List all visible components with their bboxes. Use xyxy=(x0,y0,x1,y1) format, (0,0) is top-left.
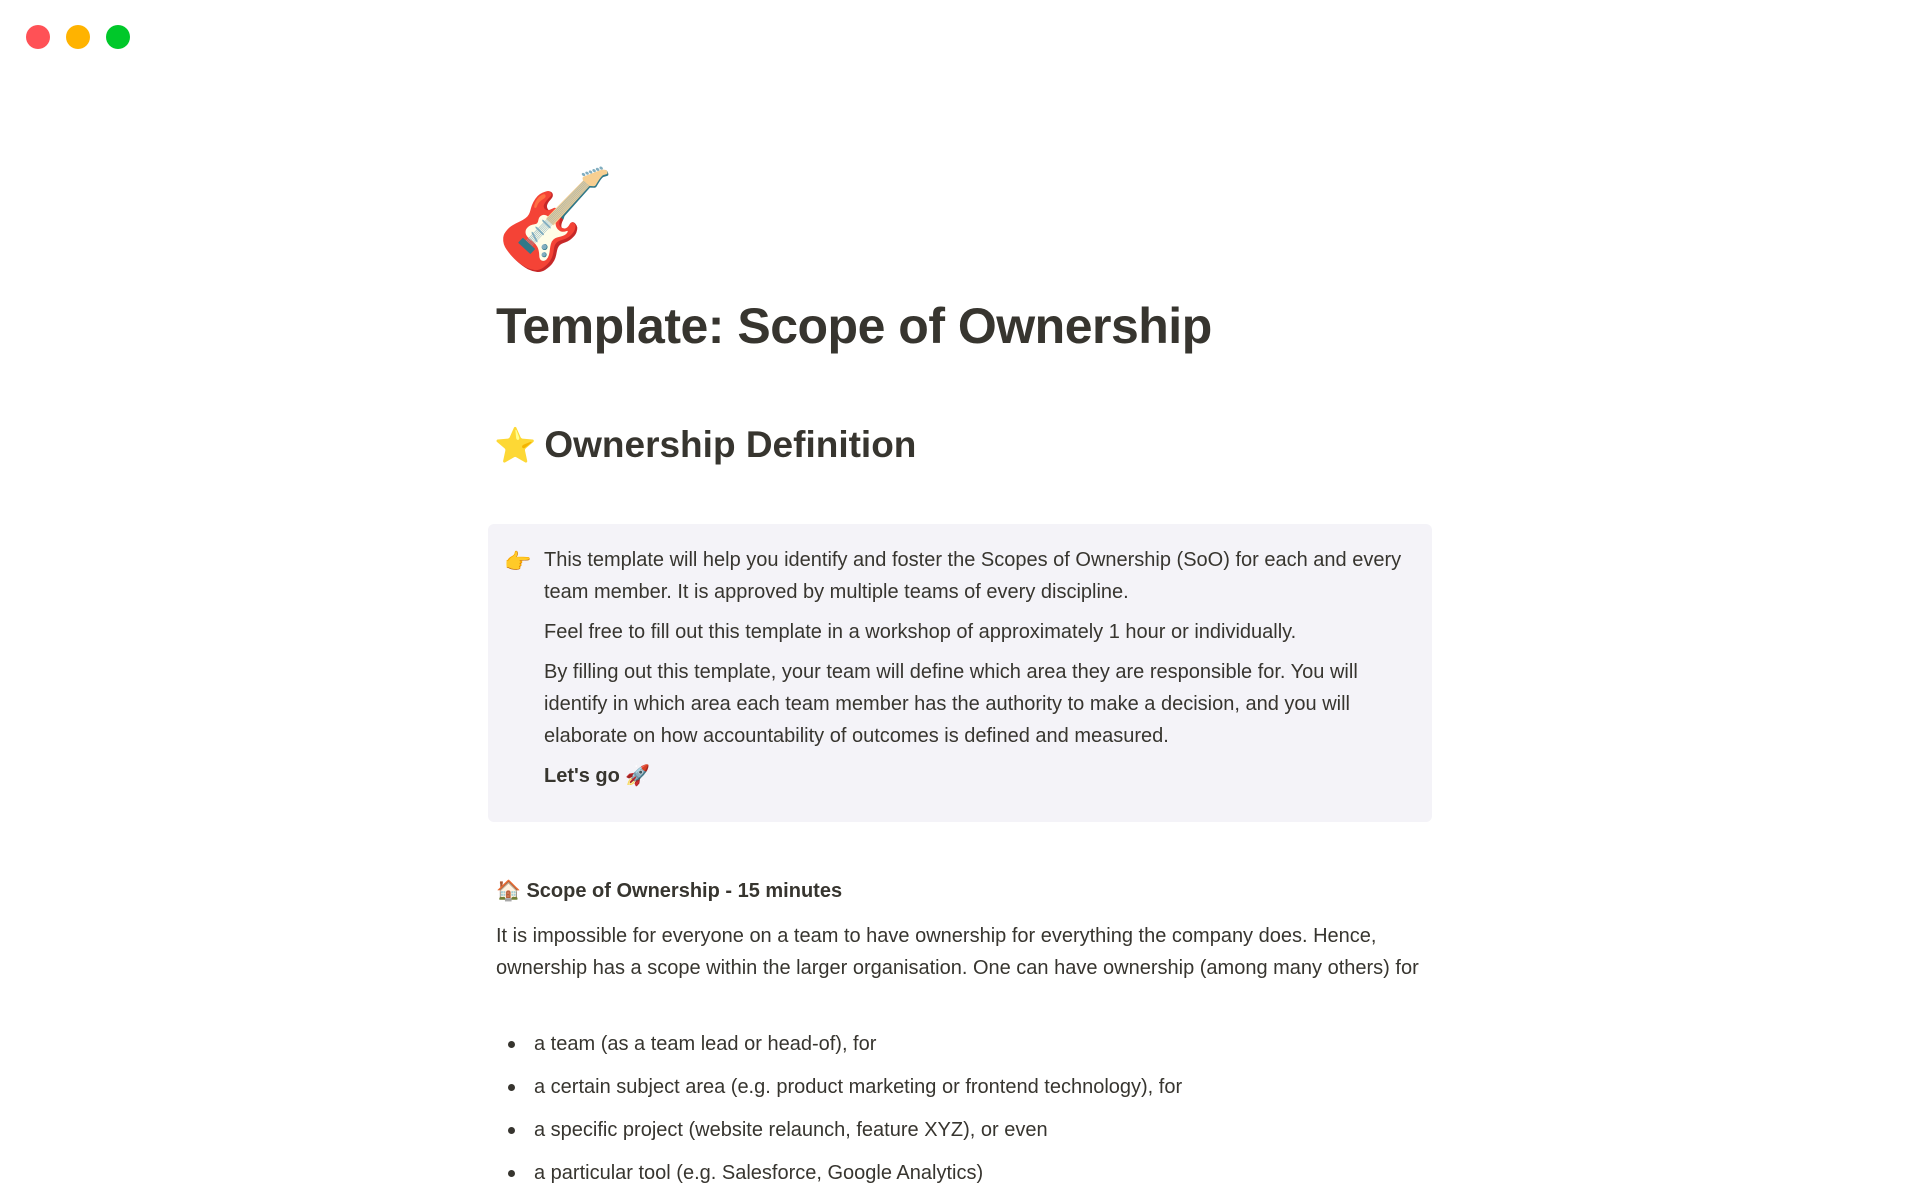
list-item-text: a specific project (website relaunch, feature XYZ), or even xyxy=(534,1119,1048,1141)
scope-of-ownership-heading: 🏠 Scope of Ownership - 15 minutes xyxy=(496,880,843,902)
section-heading-ownership-definition[interactable] xyxy=(494,420,916,471)
scope-bullet-list xyxy=(496,1028,1448,1200)
list-item-text: a certain subject area (e.g. product marketing or frontend technology), for xyxy=(534,1076,1183,1098)
list-item xyxy=(496,1114,1448,1157)
callout-paragraph: By filling out this template, your team will define which area they are responsible for. You will identify in which area each team member has the authority to make a decision, and you will elaborate on how accountability of outcomes is defined and measured. xyxy=(544,661,1358,747)
maximize-window-button[interactable] xyxy=(106,25,130,49)
callout-body xyxy=(544,544,1408,802)
callout-paragraph: This template will help you identify and foster the Scopes of Ownership (SoO) for each and every team member. It is approved by multiple teams of every discipline. xyxy=(544,549,1402,603)
guitar-icon[interactable]: 🎸 xyxy=(496,166,616,273)
section-heading-text: Ownership Definition xyxy=(544,424,917,465)
list-item xyxy=(496,1071,1448,1114)
bullet-icon xyxy=(508,1041,515,1048)
close-window-button[interactable] xyxy=(26,25,50,49)
bullet-icon xyxy=(508,1127,515,1134)
list-item xyxy=(496,1157,1448,1200)
list-item-text: a team (as a team lead or head-of), for xyxy=(534,1033,877,1055)
minimize-window-button[interactable] xyxy=(66,25,90,49)
list-item xyxy=(496,1028,1448,1071)
bullet-icon xyxy=(508,1084,515,1091)
page-title[interactable]: Template: Scope of Ownership xyxy=(496,298,1212,354)
window-controls xyxy=(26,25,130,49)
callout-block[interactable] xyxy=(488,524,1432,822)
star-icon: ⭐ xyxy=(494,427,537,465)
list-item-text: a particular tool (e.g. Salesforce, Google Analytics) xyxy=(534,1162,984,1184)
scope-paragraph: It is impossible for everyone on a team to have ownership for everything the company does. Hence, ownership has a scope within the larger organisation. One can have ownership (among many others) for xyxy=(496,925,1419,979)
bullet-icon xyxy=(508,1170,515,1177)
callout-cta: Let's go 🚀 xyxy=(544,765,651,787)
callout-paragraph: Feel free to fill out this template in a workshop of approximately 1 hour or individually. xyxy=(544,621,1297,643)
pointing-hand-icon[interactable]: 👉 xyxy=(504,549,532,574)
